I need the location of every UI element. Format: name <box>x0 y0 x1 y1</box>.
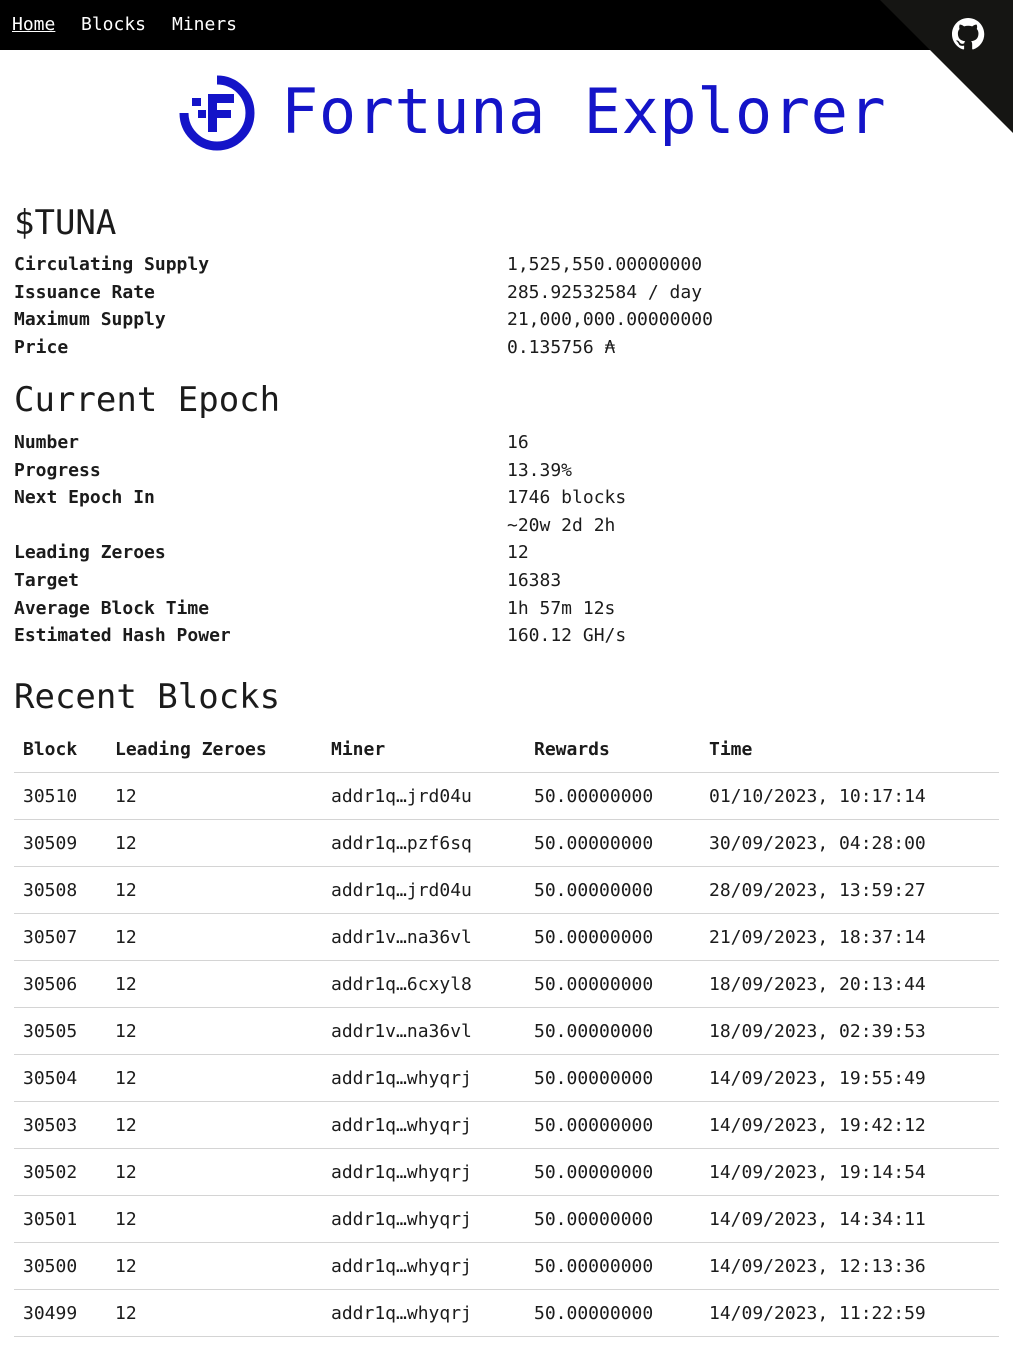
rewards-cell: 50.00000000 <box>525 1196 700 1243</box>
table-row[interactable] <box>14 914 999 961</box>
table-row[interactable] <box>14 773 999 820</box>
recent-blocks-table <box>14 726 999 1337</box>
rewards-cell: 50.00000000 <box>525 1149 700 1196</box>
leading-zeroes-cell: 12 <box>106 773 322 820</box>
table-row[interactable] <box>14 1149 999 1196</box>
leading-zeroes-cell: 12 <box>106 1243 322 1290</box>
table-row[interactable] <box>14 1102 999 1149</box>
block-number-link[interactable]: 30507 <box>14 914 106 961</box>
rewards-cell: 50.00000000 <box>525 1243 700 1290</box>
table-row[interactable] <box>14 1055 999 1102</box>
rewards-cell: 50.00000000 <box>525 1102 700 1149</box>
stat-value: 1,525,550.00000000 <box>507 254 703 275</box>
stat-label: Progress <box>14 459 101 481</box>
stat-value: 12 <box>507 542 529 564</box>
leading-zeroes-cell: 12 <box>106 914 322 961</box>
leading-zeroes-cell: 12 <box>106 961 322 1008</box>
table-row[interactable] <box>14 1196 999 1243</box>
stat-row-progress <box>14 457 999 485</box>
stat-value: 285.92532584 / day <box>507 281 703 303</box>
time-cell: 14/09/2023, 12:13:36 <box>700 1243 999 1290</box>
recent-blocks-heading: Recent Blocks <box>14 677 281 717</box>
stat-row-average-block-time <box>14 595 999 623</box>
stat-label: Target <box>14 569 80 591</box>
stat-label: Average Block Time <box>14 597 210 619</box>
leading-zeroes-cell: 12 <box>106 1055 322 1102</box>
stat-value-eta: ~20w 2d 2h <box>507 514 616 536</box>
stat-row-circulating-supply <box>14 251 999 279</box>
miner-address-link[interactable]: addr1v…na36vl <box>322 1008 525 1055</box>
rewards-cell: 50.00000000 <box>525 773 700 820</box>
time-cell: 28/09/2023, 13:59:27 <box>700 867 999 914</box>
rewards-cell: 50.00000000 <box>525 1290 700 1337</box>
miner-address-link[interactable]: addr1v…na36vl <box>322 914 525 961</box>
epoch-stats <box>14 429 999 650</box>
miner-address-link[interactable]: addr1q…whyqrj <box>322 1243 525 1290</box>
time-cell: 01/10/2023, 10:17:14 <box>700 773 999 820</box>
stat-row-next-epoch <box>14 484 999 539</box>
stat-row-number <box>14 429 999 457</box>
stat-label: Maximum Supply <box>14 309 166 331</box>
time-cell: 18/09/2023, 02:39:53 <box>700 1008 999 1055</box>
rewards-cell: 50.00000000 <box>525 914 700 961</box>
nav-link-miners[interactable]: Miners <box>172 14 238 35</box>
tuna-stats <box>14 251 999 361</box>
time-cell: 18/09/2023, 20:13:44 <box>700 961 999 1008</box>
top-navbar <box>0 0 1013 50</box>
block-number-link[interactable]: 30508 <box>14 867 106 914</box>
miner-address-link[interactable]: addr1q…pzf6sq <box>322 820 525 867</box>
leading-zeroes-cell: 12 <box>106 1290 322 1337</box>
block-number-link[interactable]: 30505 <box>14 1008 106 1055</box>
epoch-heading: Current Epoch <box>14 380 281 420</box>
miner-address-link[interactable]: addr1q…jrd04u <box>322 773 525 820</box>
rewards-cell: 50.00000000 <box>525 961 700 1008</box>
stat-row-estimated-hash-power <box>14 622 999 650</box>
leading-zeroes-cell: 12 <box>106 1196 322 1243</box>
time-cell: 14/09/2023, 19:42:12 <box>700 1102 999 1149</box>
stat-value: 160.12 GH/s <box>507 625 627 647</box>
table-row[interactable] <box>14 1008 999 1055</box>
nav-link-blocks[interactable]: Blocks <box>81 14 147 35</box>
table-row[interactable] <box>14 867 999 914</box>
stat-label: Leading Zeroes <box>14 542 166 564</box>
block-number-link[interactable]: 30499 <box>14 1290 106 1337</box>
table-header-row <box>14 726 999 773</box>
stat-row-target <box>14 567 999 595</box>
time-cell: 21/09/2023, 18:37:14 <box>700 914 999 961</box>
column-header-block: Block <box>14 726 106 773</box>
stat-label: Number <box>14 432 80 453</box>
leading-zeroes-cell: 12 <box>106 867 322 914</box>
time-cell: 14/09/2023, 19:14:54 <box>700 1149 999 1196</box>
stat-value: 16 <box>507 432 529 453</box>
stat-label: Circulating Supply <box>14 254 210 275</box>
tuna-heading: $TUNA <box>14 203 117 243</box>
miner-address-link[interactable]: addr1q…jrd04u <box>322 867 525 914</box>
time-cell: 14/09/2023, 11:22:59 <box>700 1290 999 1337</box>
fortuna-logo-icon <box>178 74 256 152</box>
time-cell: 14/09/2023, 14:34:11 <box>700 1196 999 1243</box>
column-header-rewards: Rewards <box>525 726 700 773</box>
miner-address-link[interactable]: addr1q…whyqrj <box>322 1102 525 1149</box>
site-header <box>0 70 1013 160</box>
block-number-link[interactable]: 30506 <box>14 961 106 1008</box>
time-cell: 14/09/2023, 19:55:49 <box>700 1055 999 1102</box>
column-header-leading-zeroes: Leading Zeroes <box>106 726 322 773</box>
block-number-link[interactable]: 30509 <box>14 820 106 867</box>
leading-zeroes-cell: 12 <box>106 820 322 867</box>
block-number-link[interactable]: 30504 <box>14 1055 106 1102</box>
time-cell: 30/09/2023, 04:28:00 <box>700 820 999 867</box>
stat-value: 13.39% <box>507 459 573 481</box>
recent-blocks-body <box>14 773 999 1337</box>
stat-value: 0.135756 ₳ <box>507 336 616 358</box>
miner-address-link[interactable]: addr1q…6cxyl8 <box>322 961 525 1008</box>
stat-label: Estimated Hash Power <box>14 625 231 647</box>
rewards-cell: 50.00000000 <box>525 1008 700 1055</box>
nav-link-home[interactable]: Home <box>12 14 56 35</box>
table-row[interactable] <box>14 961 999 1008</box>
table-row[interactable] <box>14 1290 999 1337</box>
rewards-cell: 50.00000000 <box>525 867 700 914</box>
table-row[interactable] <box>14 1243 999 1290</box>
block-number-link[interactable]: 30502 <box>14 1149 106 1196</box>
site-title: Fortuna Explorer <box>281 75 887 148</box>
rewards-cell: 50.00000000 <box>525 820 700 867</box>
block-number-link[interactable]: 30500 <box>14 1243 106 1290</box>
stat-value: 16383 <box>507 569 562 591</box>
block-number-link[interactable]: 30503 <box>14 1102 106 1149</box>
stat-row-leading-zeroes <box>14 539 999 567</box>
block-number-link[interactable]: 30501 <box>14 1196 106 1243</box>
column-header-time: Time <box>700 726 999 773</box>
block-number-link[interactable]: 30510 <box>14 773 106 820</box>
column-header-miner: Miner <box>322 726 525 773</box>
miner-address-link[interactable]: addr1q…whyqrj <box>322 1149 525 1196</box>
leading-zeroes-cell: 12 <box>106 1102 322 1149</box>
leading-zeroes-cell: 12 <box>106 1008 322 1055</box>
miner-address-link[interactable]: addr1q…whyqrj <box>322 1290 525 1337</box>
rewards-cell: 50.00000000 <box>525 1055 700 1102</box>
stat-label: Issuance Rate <box>14 281 155 303</box>
stat-label: Next Epoch In <box>14 487 155 509</box>
stat-row-issuance-rate <box>14 279 999 307</box>
stat-value: 21,000,000.00000000 <box>507 309 713 331</box>
stat-row-maximum-supply <box>14 306 999 334</box>
leading-zeroes-cell: 12 <box>106 1149 322 1196</box>
table-row[interactable] <box>14 820 999 867</box>
stat-row-price <box>14 334 999 362</box>
stat-value: 1h 57m 12s <box>507 597 616 619</box>
miner-address-link[interactable]: addr1q…whyqrj <box>322 1196 525 1243</box>
miner-address-link[interactable]: addr1q…whyqrj <box>322 1055 525 1102</box>
stat-value: 1746 blocks <box>507 487 627 509</box>
stat-label: Price <box>14 336 69 358</box>
